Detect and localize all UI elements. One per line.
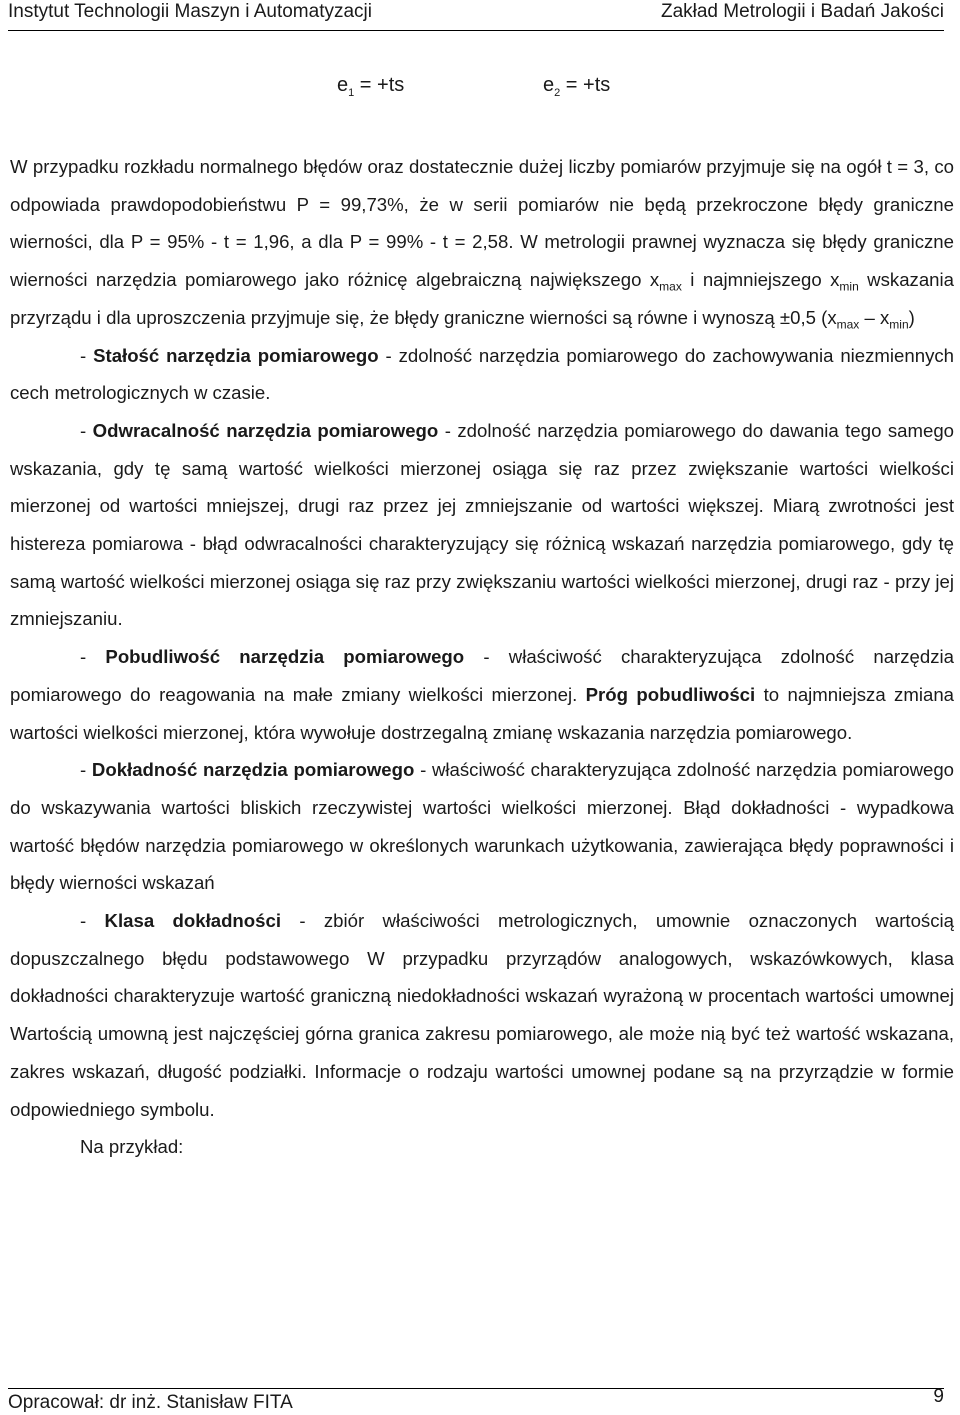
page-footer bbox=[8, 1388, 944, 1415]
p4-dash: - bbox=[80, 419, 93, 441]
formula-e2-base: e bbox=[543, 74, 555, 96]
p3-dash: - bbox=[80, 344, 94, 366]
p2-sub-max-2: max bbox=[836, 317, 860, 332]
p6-dash: - bbox=[80, 759, 92, 781]
header-institute: Instytut Technologii Maszyn i Automatyzacji bbox=[8, 1, 372, 22]
paragraph-stability bbox=[10, 337, 954, 412]
paragraph-accuracy-class bbox=[10, 902, 954, 1128]
formula-e2-rhs: = +ts bbox=[560, 74, 611, 96]
formula-e2 bbox=[543, 74, 610, 99]
p2-text-5: ) bbox=[908, 306, 915, 328]
header-department: Zakład Metrologii i Badań Jakości bbox=[660, 1, 944, 22]
p4-term: Odwracalność narzędzia pomiarowego bbox=[92, 419, 439, 441]
p3-definition: - zdolność narzędzia pomiarowego do zachowywania niezmiennych cech metrologicznych w czasie. bbox=[10, 344, 954, 404]
formula-e1-rhs: = +ts bbox=[354, 74, 405, 96]
p5-dash: - bbox=[80, 646, 106, 668]
page-number: 9 bbox=[933, 1386, 944, 1407]
p5-definition-2: to najmniejsza zmiana wartości wielkości mierzonej, która wywołuje dostrzegalną zmianę wskazania narzędzia pomiarowego. bbox=[10, 683, 954, 743]
formula-e1-sub: 1 bbox=[348, 87, 355, 99]
formula-e1 bbox=[337, 74, 404, 99]
p2-sub-min-2: min bbox=[889, 317, 909, 332]
p2-text-2: i najmniejszego x bbox=[681, 269, 840, 291]
p7-term: Klasa dokładności bbox=[104, 910, 281, 932]
paragraph-accuracy bbox=[10, 751, 954, 902]
p2-sub-min: min bbox=[839, 279, 859, 294]
p6-term: Dokładność narzędzia pomiarowego bbox=[91, 759, 415, 781]
p7-dash: - bbox=[80, 910, 105, 932]
p5-term-threshold: Próg pobudliwości bbox=[585, 683, 756, 705]
paragraph-sensitivity bbox=[10, 638, 954, 751]
paragraph-normal-distribution bbox=[10, 148, 954, 337]
p1-text: W przypadku rozkładu normalnego błędów oraz dostatecznie dużej liczby pomiarów przyjmuje się na ogół t = 3, co odpowiada prawdopodobieństwu P = 99,73%, że w serii pomiarów nie będą przekroczone błędy graniczne wierności, dla P = 95% - t = 1,96, a dla P = 99% - t = 2,58. bbox=[10, 156, 954, 253]
p2-text-4: – x bbox=[859, 306, 890, 328]
page-header bbox=[8, 0, 944, 31]
p4-definition: - zdolność narzędzia pomiarowego do dawania tego samego wskazania, gdy tę samą wartość wielkości mierzonej osiąga się raz przez zwiększanie wartości wielkości mierzonej od wartości mniejszej, drugi raz przez jej zmniejszanie od wartości większej. Miarą zwrotności jest histereza pomiarowa - błąd odwracalności charakteryzujący się różnicą wskazań narzędzia pomiarowego, gdy tę samą wartość wielkości mierzonej osiąga się raz przy zwiększaniu wartości wielkości mierzonej, drugi raz - przy jej zmniejszaniu. bbox=[10, 419, 955, 630]
p7-definition: - zbiór właściwości metrologicznych, umownie oznaczonych wartością dopuszczalnego błędu podstawowego W przypadku przyrządów analogowych, wskazówkowych, klasa dokładności charakteryzuje wartość graniczną niedokładności wskazań wyrażoną w procentach wartości umownej Wartością umowną jest najczęściej górna granica zakresu pomiarowego, ale może nią być też wartość wskazana, zakres wskazań, długość podziałki. Informacje o rodzaju wartości umownej podane są na przyrządzie w formie odpowiedniego symbolu. bbox=[10, 910, 954, 1120]
p5-definition: - właściwość charakteryzująca zdolność narzędzia pomiarowego do reagowania na małe zmiany wielkości mierzonej. bbox=[10, 646, 954, 705]
formula-e1-base: e bbox=[337, 74, 349, 96]
p5-term: Pobudliwość narzędzia pomiarowego bbox=[105, 646, 465, 668]
p2-text-1: W metrologii prawnej wyznacza się błędy graniczne wierności narzędzia pomiarowego jako różnicę algebraiczną największego x bbox=[10, 231, 954, 291]
p6-definition: - właściwość charakteryzująca zdolność narzędzia pomiarowego do wskazywania wartości bliskich rzeczywistej wartości wielkości mierzonej. Błąd dokładności - wypadkowa wartość błędów narzędzia pomiarowego w określonych warunkach użytkowania, zawierająca błędy poprawności i błędy wierności wskazań bbox=[10, 759, 955, 894]
p3-term: Stałość narzędzia pomiarowego bbox=[93, 344, 379, 366]
formula-e2-sub: 2 bbox=[554, 87, 561, 99]
p2-text-3: wskazania przyrządu i dla uproszczenia przyjmuje się, że błędy graniczne wierności są równe i wynoszą ±0,5 (x bbox=[10, 269, 954, 328]
paragraph-example: Na przykład: bbox=[80, 1136, 184, 1158]
footer-author: Opracował: dr inż. Stanisław FITA bbox=[8, 1392, 293, 1413]
document-body bbox=[10, 148, 954, 1166]
paragraph-reversibility bbox=[10, 412, 954, 638]
p2-sub-max: max bbox=[659, 279, 682, 294]
